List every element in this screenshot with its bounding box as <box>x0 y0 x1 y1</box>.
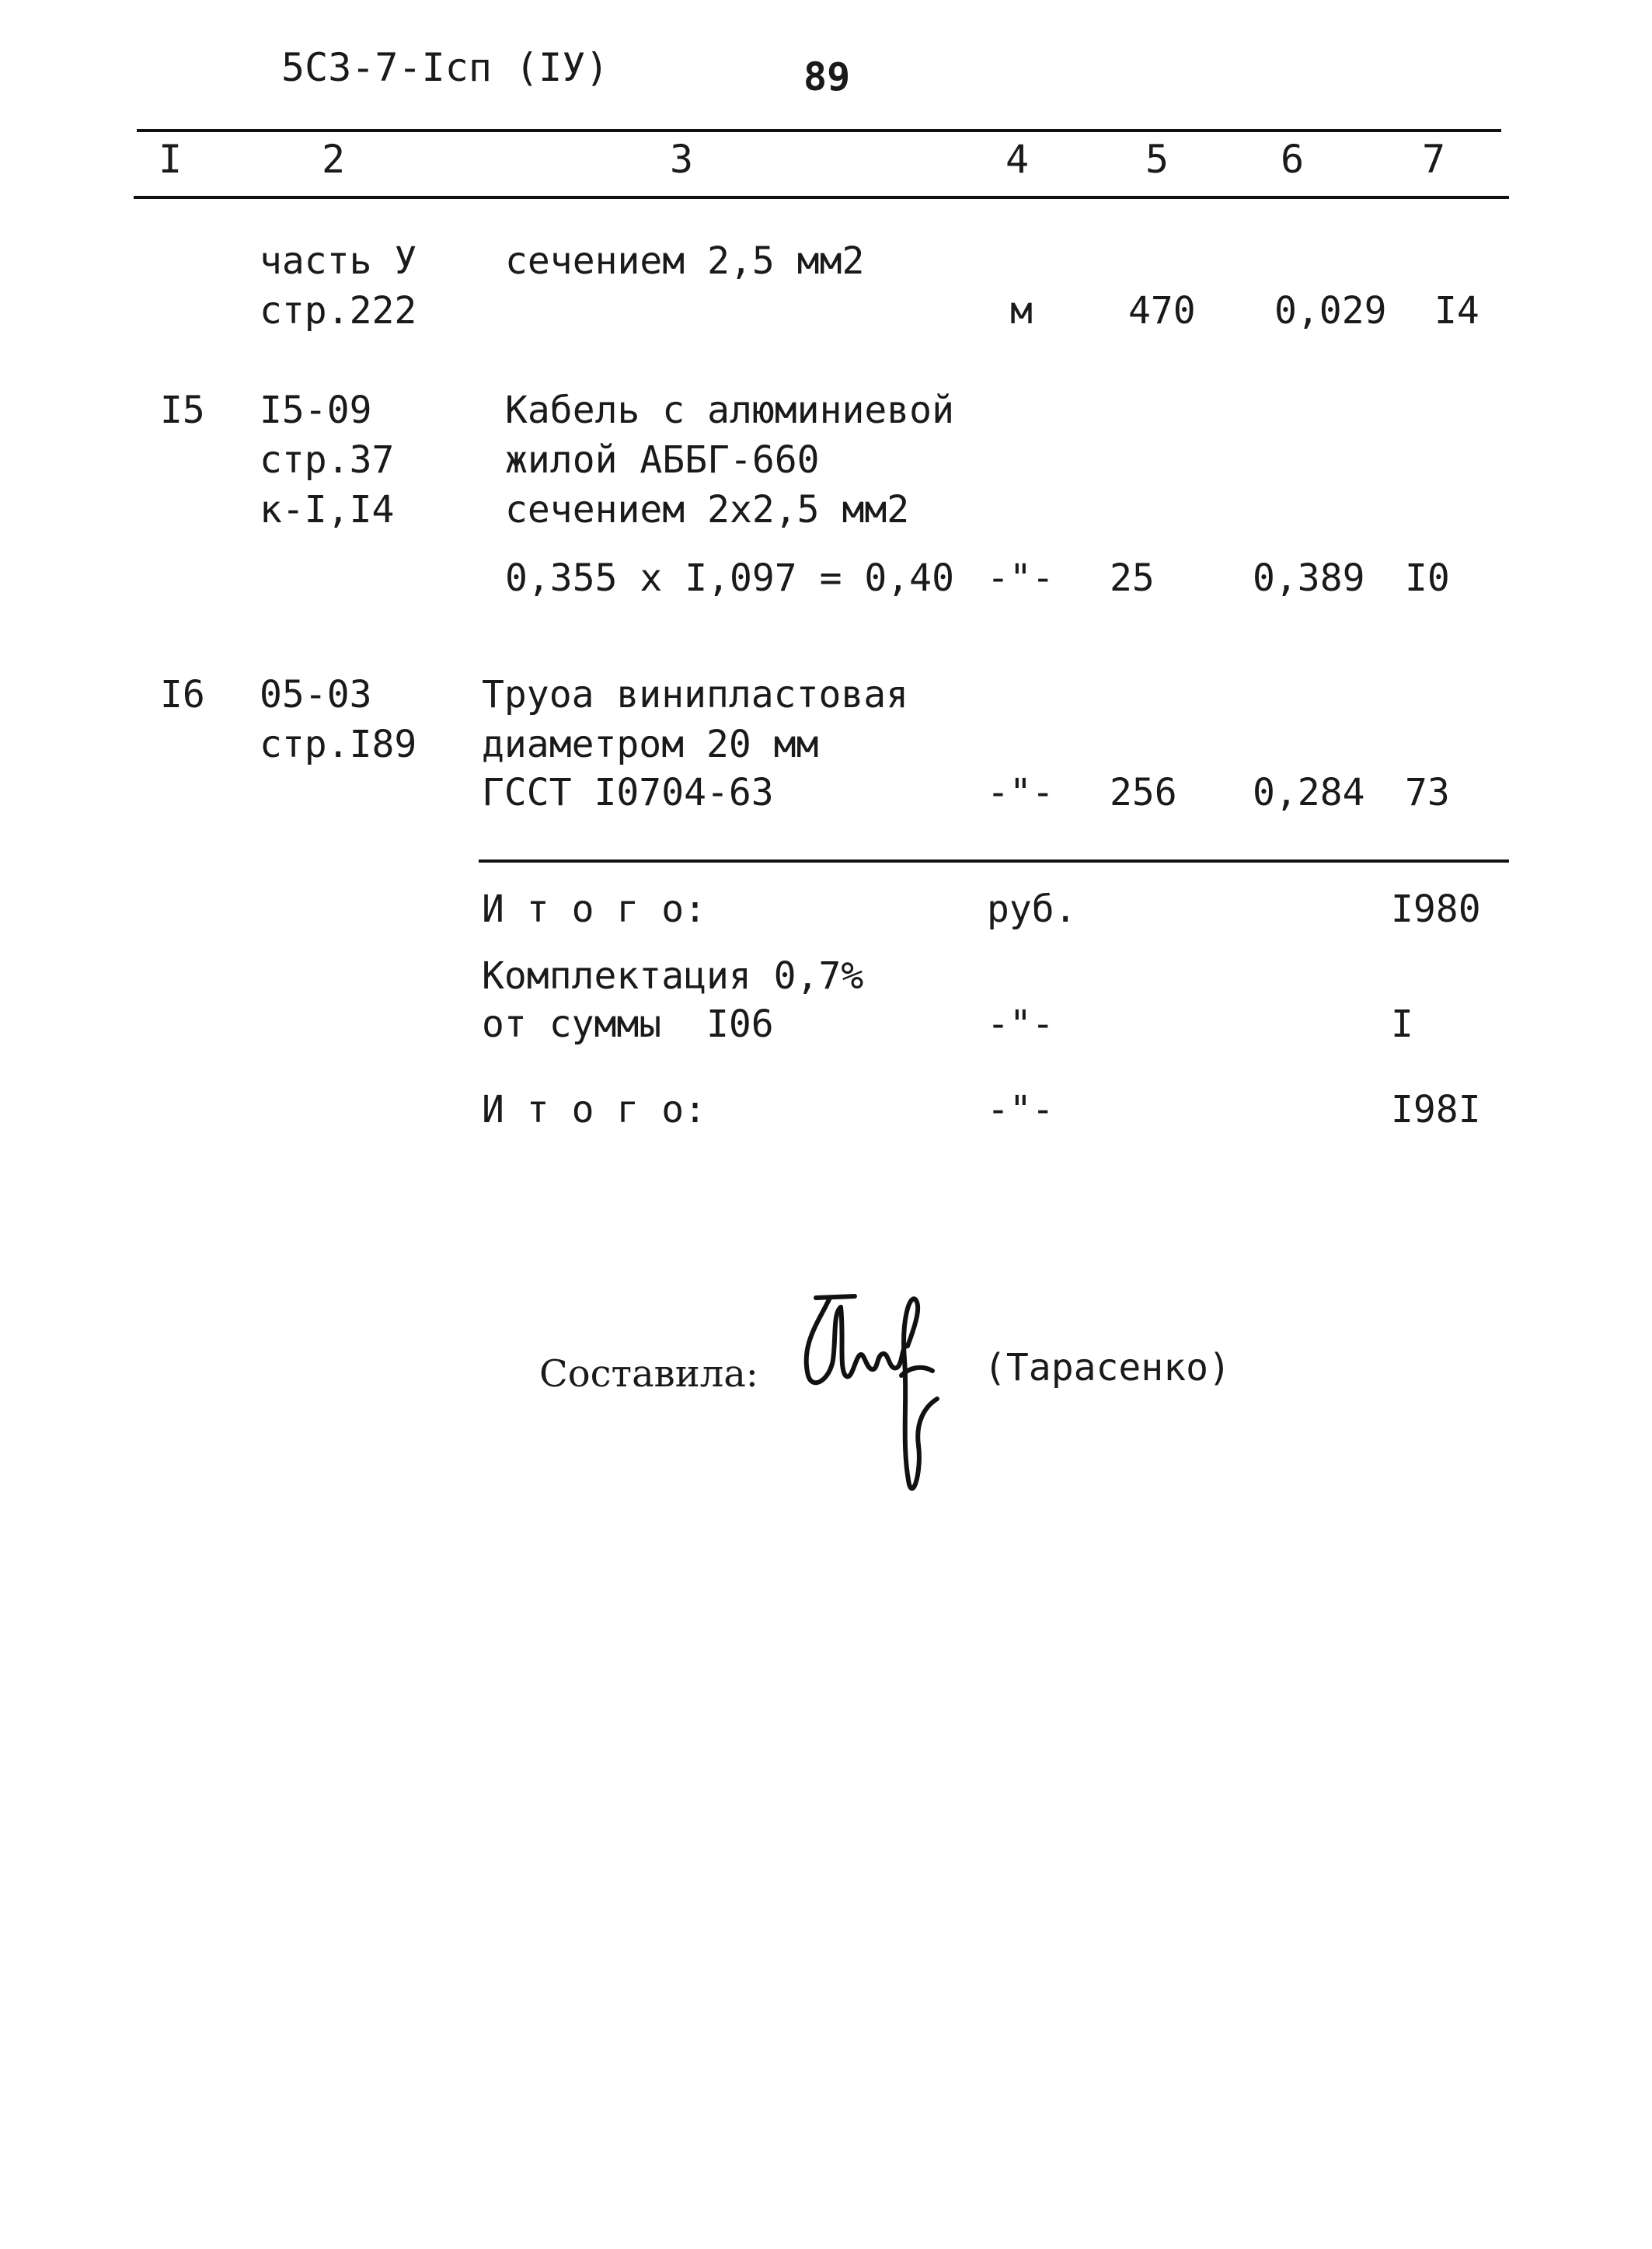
column-header-5: 5 <box>1145 137 1169 182</box>
table-header-rule <box>134 196 1509 199</box>
handwritten-signature <box>785 1290 964 1523</box>
row-sum: 73 <box>1405 771 1450 814</box>
row-description-line: ГССТ I0704-63 <box>482 771 774 814</box>
row-unit-price: 0,284 <box>1253 771 1365 814</box>
row-ref-line: 05-03 <box>260 673 372 717</box>
compiled-by-label: Составила: <box>539 1352 758 1396</box>
subtotal-label: И т о г о: <box>482 887 706 931</box>
row-ref-line: I5-09 <box>260 389 372 432</box>
row-quantity: 256 <box>1110 771 1177 814</box>
total-unit: -"- <box>987 1088 1054 1131</box>
document-code: 5С3-7-Iсп (IУ) <box>281 45 609 90</box>
row-unit: -"- <box>987 556 1054 600</box>
row-quantity: 470 <box>1128 289 1196 333</box>
row-description-line: Кабель с алюминиевой <box>505 389 954 432</box>
row-calculation: 0,355 х I,097 = 0,40 <box>505 556 954 600</box>
totals-rule <box>479 860 1509 863</box>
row-number: I5 <box>160 389 205 432</box>
row-unit: м <box>1010 289 1033 333</box>
row-description-line: сечением 2х2,5 мм2 <box>505 488 910 532</box>
kit-base-label: от суммы I06 <box>482 1002 774 1046</box>
column-header-1: I <box>159 137 183 182</box>
row-description-line: Труоа винипластовая <box>482 673 909 717</box>
kit-label: Комплектация 0,7% <box>482 954 864 998</box>
row-description-line: жилой АББГ-660 <box>505 438 820 482</box>
row-number: I6 <box>160 673 205 717</box>
row-quantity: 25 <box>1110 556 1155 600</box>
row-description-line: диаметром 20 мм <box>482 723 819 766</box>
row-ref-line: стр.37 <box>260 438 395 482</box>
column-header-4: 4 <box>1005 137 1030 182</box>
row-ref-line: к-I,I4 <box>260 488 395 532</box>
column-header-3: 3 <box>670 137 694 182</box>
column-header-2: 2 <box>322 137 346 182</box>
subtotal-value: I980 <box>1391 887 1481 931</box>
subtotal-unit: руб. <box>987 887 1077 931</box>
page-number: 89 <box>803 54 851 99</box>
row-unit: -"- <box>987 771 1054 814</box>
row-unit-price: 0,389 <box>1253 556 1365 600</box>
row-ref-line: стр.222 <box>260 289 417 333</box>
total-value: I98I <box>1391 1088 1481 1131</box>
row-ref-line: часть У <box>260 239 417 283</box>
table-top-rule <box>137 129 1501 132</box>
compiler-name: (Тарасенко) <box>984 1346 1231 1389</box>
row-unit-price: 0,029 <box>1274 289 1387 333</box>
column-header-7: 7 <box>1422 137 1446 182</box>
row-sum: I4 <box>1434 289 1479 333</box>
row-description-line: сечением 2,5 мм2 <box>505 239 865 283</box>
kit-value: I <box>1391 1002 1413 1046</box>
total-label: И т о г о: <box>482 1088 706 1131</box>
column-header-6: 6 <box>1281 137 1305 182</box>
row-ref-line: стр.I89 <box>260 723 417 766</box>
row-sum: I0 <box>1405 556 1450 600</box>
kit-unit: -"- <box>987 1002 1054 1046</box>
